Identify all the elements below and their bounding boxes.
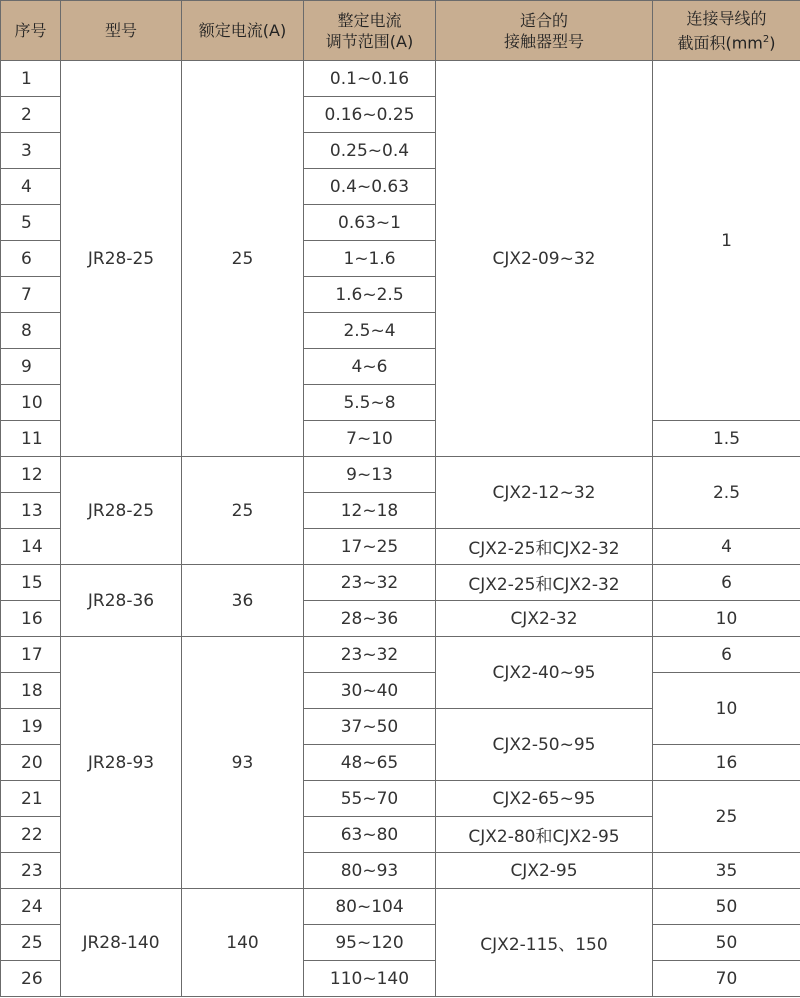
range-cell: 4~6 bbox=[304, 349, 436, 385]
wire-cell: 50 bbox=[653, 889, 800, 925]
header-wire bbox=[653, 1, 800, 61]
row-seq: 1 bbox=[1, 61, 61, 97]
wire-cell: 25 bbox=[653, 781, 800, 853]
header-contactor-line2: 接触器型号 bbox=[503, 31, 584, 51]
contactor-cell: CJX2-40~95 bbox=[436, 637, 653, 709]
header-wire-line1: 连接导线的 bbox=[686, 8, 767, 28]
rated-current-cell: 36 bbox=[182, 565, 304, 637]
range-cell: 1.6~2.5 bbox=[304, 277, 436, 313]
row-seq: 6 bbox=[1, 241, 61, 277]
contactor-cell: CJX2-50~95 bbox=[436, 709, 653, 781]
row-seq: 18 bbox=[1, 673, 61, 709]
range-cell: 110~140 bbox=[304, 961, 436, 997]
wire-cell: 4 bbox=[653, 529, 800, 565]
header-range-line1: 整定电流 bbox=[337, 10, 402, 30]
model-cell: JR28-25 bbox=[61, 457, 182, 565]
table-row bbox=[1, 565, 800, 601]
range-cell: 28~36 bbox=[304, 601, 436, 637]
row-seq: 13 bbox=[1, 493, 61, 529]
range-cell: 55~70 bbox=[304, 781, 436, 817]
range-cell: 95~120 bbox=[304, 925, 436, 961]
table-row bbox=[1, 457, 800, 493]
table-row bbox=[1, 637, 800, 673]
table-row bbox=[1, 61, 800, 97]
row-seq: 16 bbox=[1, 601, 61, 637]
contactor-cell: CJX2-25和CJX2-32 bbox=[436, 565, 653, 601]
wire-cell: 1.5 bbox=[653, 421, 800, 457]
row-seq: 10 bbox=[1, 385, 61, 421]
range-cell: 1~1.6 bbox=[304, 241, 436, 277]
row-seq: 3 bbox=[1, 133, 61, 169]
header-range-line2: 调节范围(A) bbox=[325, 31, 414, 51]
range-cell: 0.4~0.63 bbox=[304, 169, 436, 205]
range-cell: 0.25~0.4 bbox=[304, 133, 436, 169]
row-seq: 24 bbox=[1, 889, 61, 925]
range-cell: 0.63~1 bbox=[304, 205, 436, 241]
row-seq: 8 bbox=[1, 313, 61, 349]
range-cell: 7~10 bbox=[304, 421, 436, 457]
range-cell: 5.5~8 bbox=[304, 385, 436, 421]
range-cell: 9~13 bbox=[304, 457, 436, 493]
row-seq: 7 bbox=[1, 277, 61, 313]
row-seq: 4 bbox=[1, 169, 61, 205]
contactor-cell: CJX2-12~32 bbox=[436, 457, 653, 529]
row-seq: 17 bbox=[1, 637, 61, 673]
header-range bbox=[304, 1, 436, 61]
wire-cell: 6 bbox=[653, 565, 800, 601]
contactor-cell: CJX2-25和CJX2-32 bbox=[436, 529, 653, 565]
range-cell: 2.5~4 bbox=[304, 313, 436, 349]
table-row bbox=[1, 889, 800, 925]
range-cell: 37~50 bbox=[304, 709, 436, 745]
model-cell: JR28-25 bbox=[61, 61, 182, 457]
row-seq: 22 bbox=[1, 817, 61, 853]
row-seq: 21 bbox=[1, 781, 61, 817]
wire-cell: 35 bbox=[653, 853, 800, 889]
row-seq: 20 bbox=[1, 745, 61, 781]
range-cell: 12~18 bbox=[304, 493, 436, 529]
contactor-cell: CJX2-09~32 bbox=[436, 61, 653, 457]
model-cell: JR28-36 bbox=[61, 565, 182, 637]
row-seq: 14 bbox=[1, 529, 61, 565]
model-cell: JR28-140 bbox=[61, 889, 182, 997]
header-row bbox=[1, 1, 800, 61]
wire-cell: 10 bbox=[653, 601, 800, 637]
range-cell: 80~93 bbox=[304, 853, 436, 889]
row-seq: 19 bbox=[1, 709, 61, 745]
contactor-cell: CJX2-95 bbox=[436, 853, 653, 889]
row-seq: 25 bbox=[1, 925, 61, 961]
range-cell: 80~104 bbox=[304, 889, 436, 925]
model-cell: JR28-93 bbox=[61, 637, 182, 889]
range-cell: 23~32 bbox=[304, 637, 436, 673]
rated-current-cell: 93 bbox=[182, 637, 304, 889]
range-cell: 0.1~0.16 bbox=[304, 61, 436, 97]
header-wire-sup: 2 bbox=[762, 33, 770, 45]
header-wire-line2 bbox=[653, 29, 800, 53]
rated-current-cell: 25 bbox=[182, 61, 304, 457]
header-contactor-line1: 适合的 bbox=[519, 10, 568, 30]
wire-cell: 50 bbox=[653, 925, 800, 961]
row-seq: 23 bbox=[1, 853, 61, 889]
wire-cell: 10 bbox=[653, 673, 800, 745]
range-cell: 30~40 bbox=[304, 673, 436, 709]
wire-cell: 6 bbox=[653, 637, 800, 673]
header-wire-unit: 截面积(mm bbox=[677, 33, 763, 53]
header-rated-current: 额定电流(A) bbox=[182, 1, 304, 61]
range-cell: 48~65 bbox=[304, 745, 436, 781]
range-cell: 17~25 bbox=[304, 529, 436, 565]
range-cell: 23~32 bbox=[304, 565, 436, 601]
row-seq: 2 bbox=[1, 97, 61, 133]
header-contactor bbox=[436, 1, 653, 61]
range-cell: 63~80 bbox=[304, 817, 436, 853]
wire-cell: 2.5 bbox=[653, 457, 800, 529]
contactor-cell: CJX2-80和CJX2-95 bbox=[436, 817, 653, 853]
row-seq: 5 bbox=[1, 205, 61, 241]
row-seq: 15 bbox=[1, 565, 61, 601]
contactor-cell: CJX2-65~95 bbox=[436, 781, 653, 817]
wire-cell: 16 bbox=[653, 745, 800, 781]
contactor-cell: CJX2-32 bbox=[436, 601, 653, 637]
range-cell: 0.16~0.25 bbox=[304, 97, 436, 133]
header-seq: 序号 bbox=[1, 1, 61, 61]
rated-current-cell: 25 bbox=[182, 457, 304, 565]
header-wire-close: ) bbox=[769, 33, 776, 53]
header-model: 型号 bbox=[61, 1, 182, 61]
rated-current-cell: 140 bbox=[182, 889, 304, 997]
row-seq: 9 bbox=[1, 349, 61, 385]
wire-cell: 70 bbox=[653, 961, 800, 997]
row-seq: 12 bbox=[1, 457, 61, 493]
wire-cell: 1 bbox=[653, 61, 800, 421]
contactor-cell: CJX2-115、150 bbox=[436, 889, 653, 997]
row-seq: 26 bbox=[1, 961, 61, 997]
row-seq: 11 bbox=[1, 421, 61, 457]
